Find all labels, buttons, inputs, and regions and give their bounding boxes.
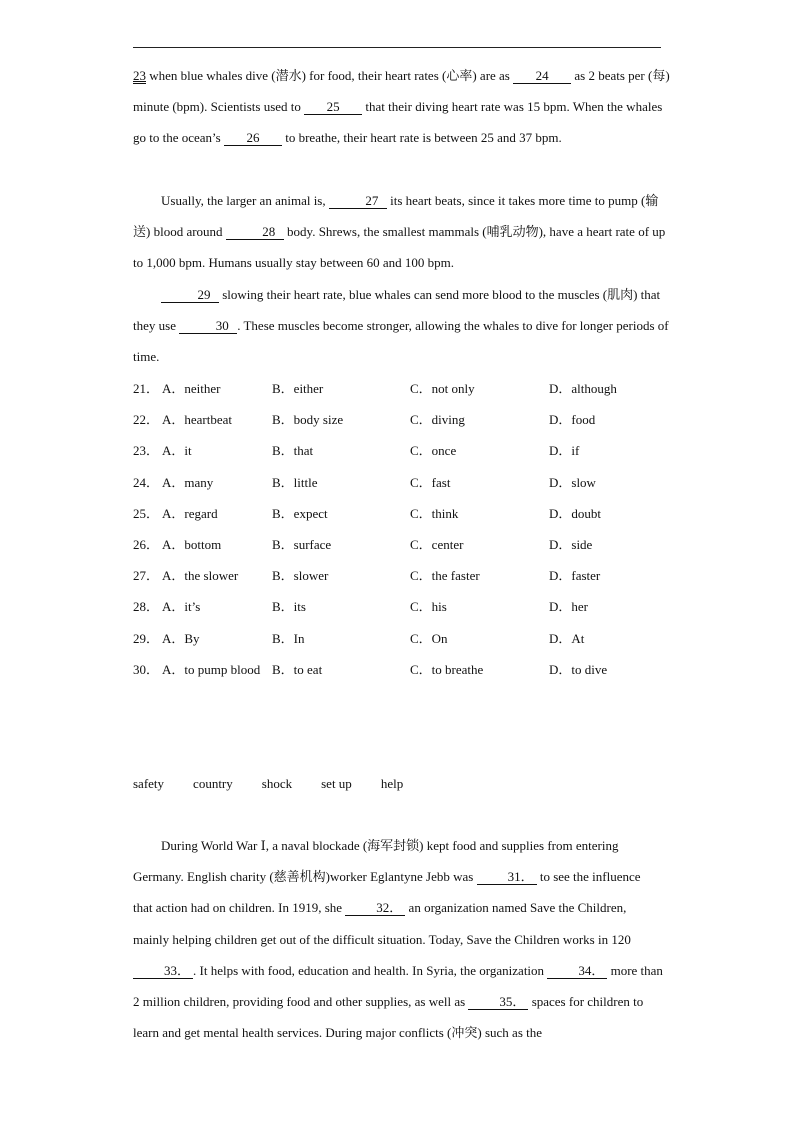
option-a: A．heartbeat: [162, 412, 233, 428]
option-b: B．surface: [272, 536, 332, 552]
passage-text: spaces for children to learn and get mental health services. During major conflicts (冲突) such as the: [133, 994, 644, 1041]
option-d: D．her: [549, 599, 588, 615]
passage-text: During World War Ⅰ, a naval blockade (海军封锁) kept food and supplies from entering Germany. English charity (慈善机构)worker Eglantyne Jebb was: [133, 838, 619, 885]
option-b: B．to eat: [272, 661, 323, 677]
blank-34: 34．: [547, 964, 607, 979]
option-row: [133, 623, 673, 654]
option-row: [133, 373, 673, 404]
passage1-paragraph2: [133, 185, 673, 279]
question-number: 24．: [133, 474, 160, 490]
option-a: A．bottom: [162, 536, 222, 552]
passage-text: to breathe, their heart rate is between 25 and 37 bpm.: [281, 130, 562, 146]
option-a: A．to pump blood: [162, 661, 261, 677]
word-bank-item: country: [193, 776, 233, 791]
option-c: C．once: [410, 443, 457, 459]
question-number: 29．: [133, 630, 160, 646]
option-a: A．it’s: [162, 599, 201, 615]
option-row: [133, 435, 673, 466]
option-c: C．his: [410, 599, 447, 615]
question-number: 25．: [133, 505, 160, 521]
option-c: C．fast: [410, 474, 451, 490]
word-bank-item: safety: [133, 776, 165, 791]
option-a: A．By: [162, 630, 200, 646]
passage1-paragraph3: [133, 279, 673, 373]
question-number: 30．: [133, 661, 160, 677]
option-d: D．slow: [549, 474, 596, 490]
question-number: 23．: [133, 443, 160, 459]
word-bank-item: shock: [261, 776, 293, 791]
option-a: A．neither: [162, 381, 221, 396]
option-d: D．although: [549, 381, 617, 396]
passage-text: Usually, the larger an animal is,: [161, 193, 329, 208]
option-row: [133, 404, 673, 435]
option-b: B．either: [272, 381, 324, 396]
passage-text: body. Shrews, the smallest mammals (哺乳动物), have a heart rate of up to 1,000 bpm. Humans usually stay between 60 and 100 bpm.: [133, 224, 666, 271]
blank-24: 24: [513, 69, 571, 84]
option-d: D．food: [549, 412, 596, 428]
passage-text: as 2 beats per (每) minute (bpm). Scientists used to: [133, 68, 670, 115]
option-a: A．many: [162, 474, 214, 490]
option-b: B．slower: [272, 568, 329, 584]
option-c: C．diving: [410, 412, 465, 428]
blank-29: 29: [161, 288, 219, 303]
option-b: B．In: [272, 630, 305, 646]
option-b: B．body size: [272, 412, 344, 428]
option-d: D．At: [549, 630, 585, 646]
option-row: [133, 591, 673, 622]
blank-31: 31．: [477, 870, 537, 885]
passage-text: that their diving heart rate was 15 bpm. When the whales go to the ocean’s: [133, 99, 663, 146]
option-b: B．that: [272, 443, 314, 459]
option-b: B．little: [272, 474, 318, 490]
option-d: D．doubt: [549, 505, 602, 521]
blank-26: 26: [224, 131, 282, 146]
passage-text: to see the influence that action had on children. In 1919, she: [133, 869, 641, 916]
question-number: 28．: [133, 599, 160, 615]
question-number: 22．: [133, 412, 160, 428]
options-list: [133, 373, 673, 685]
option-d: D．to dive: [549, 661, 608, 677]
option-d: D．if: [549, 443, 580, 459]
option-b: B．its: [272, 599, 306, 615]
blank-35: 35．: [468, 995, 528, 1010]
passage-text: an organization named Save the Children, mainly helping children get out of the difficult situation. Today, Save the Children works in 120: [133, 900, 631, 947]
top-rule: [133, 47, 661, 48]
option-d: D．side: [549, 536, 593, 552]
word-bank: [133, 770, 432, 798]
passage-text: when blue whales dive (潜水) for food, their heart rates (心率) are as: [146, 68, 514, 83]
option-c: C．center: [410, 536, 464, 552]
option-b: B．expect: [272, 505, 328, 521]
option-row: [133, 467, 673, 498]
option-a: A．it: [162, 443, 192, 459]
option-row: [133, 654, 673, 685]
option-row: [133, 529, 673, 560]
option-c: C．not only: [410, 381, 475, 396]
passage-text: its heart beats, since it takes more time to pump (输送) blood around: [133, 193, 659, 240]
passage-text: slowing their heart rate, blue whales can send more blood to the muscles (肌肉) that they use: [133, 287, 661, 334]
option-c: C．to breathe: [410, 661, 484, 677]
blank-27: 27: [329, 194, 387, 209]
question-number: 26．: [133, 536, 160, 552]
blank-25: 25: [304, 100, 362, 115]
word-bank-item: help: [380, 776, 404, 791]
passage-text: . These muscles become stronger, allowing the whales to dive for longer periods of time.: [133, 318, 669, 365]
passage2-paragraph: [133, 830, 663, 1048]
word-bank-item: set up: [321, 776, 352, 791]
option-c: C．think: [410, 505, 459, 521]
blank-28: 28: [226, 225, 284, 240]
passage-text: . It helps with food, education and health. In Syria, the organization: [193, 962, 548, 978]
option-c: C．On: [410, 630, 448, 646]
question-number: 21．: [133, 381, 160, 396]
passage-text: more than 2 million children, providing food and other supplies, as well as: [133, 962, 663, 1010]
option-a: A．regard: [162, 505, 218, 521]
option-a: A．the slower: [162, 568, 239, 584]
question-number: 27．: [133, 568, 160, 584]
option-c: C．the faster: [410, 568, 480, 584]
blank-30: 30: [179, 319, 237, 334]
option-row: [133, 560, 673, 591]
option-d: D．faster: [549, 568, 601, 584]
blank-32: 32．: [345, 901, 405, 916]
option-row: [133, 498, 673, 529]
blank-23: 23: [133, 68, 146, 83]
passage1-paragraph1: [133, 60, 673, 154]
blank-33: 33．: [133, 964, 193, 979]
